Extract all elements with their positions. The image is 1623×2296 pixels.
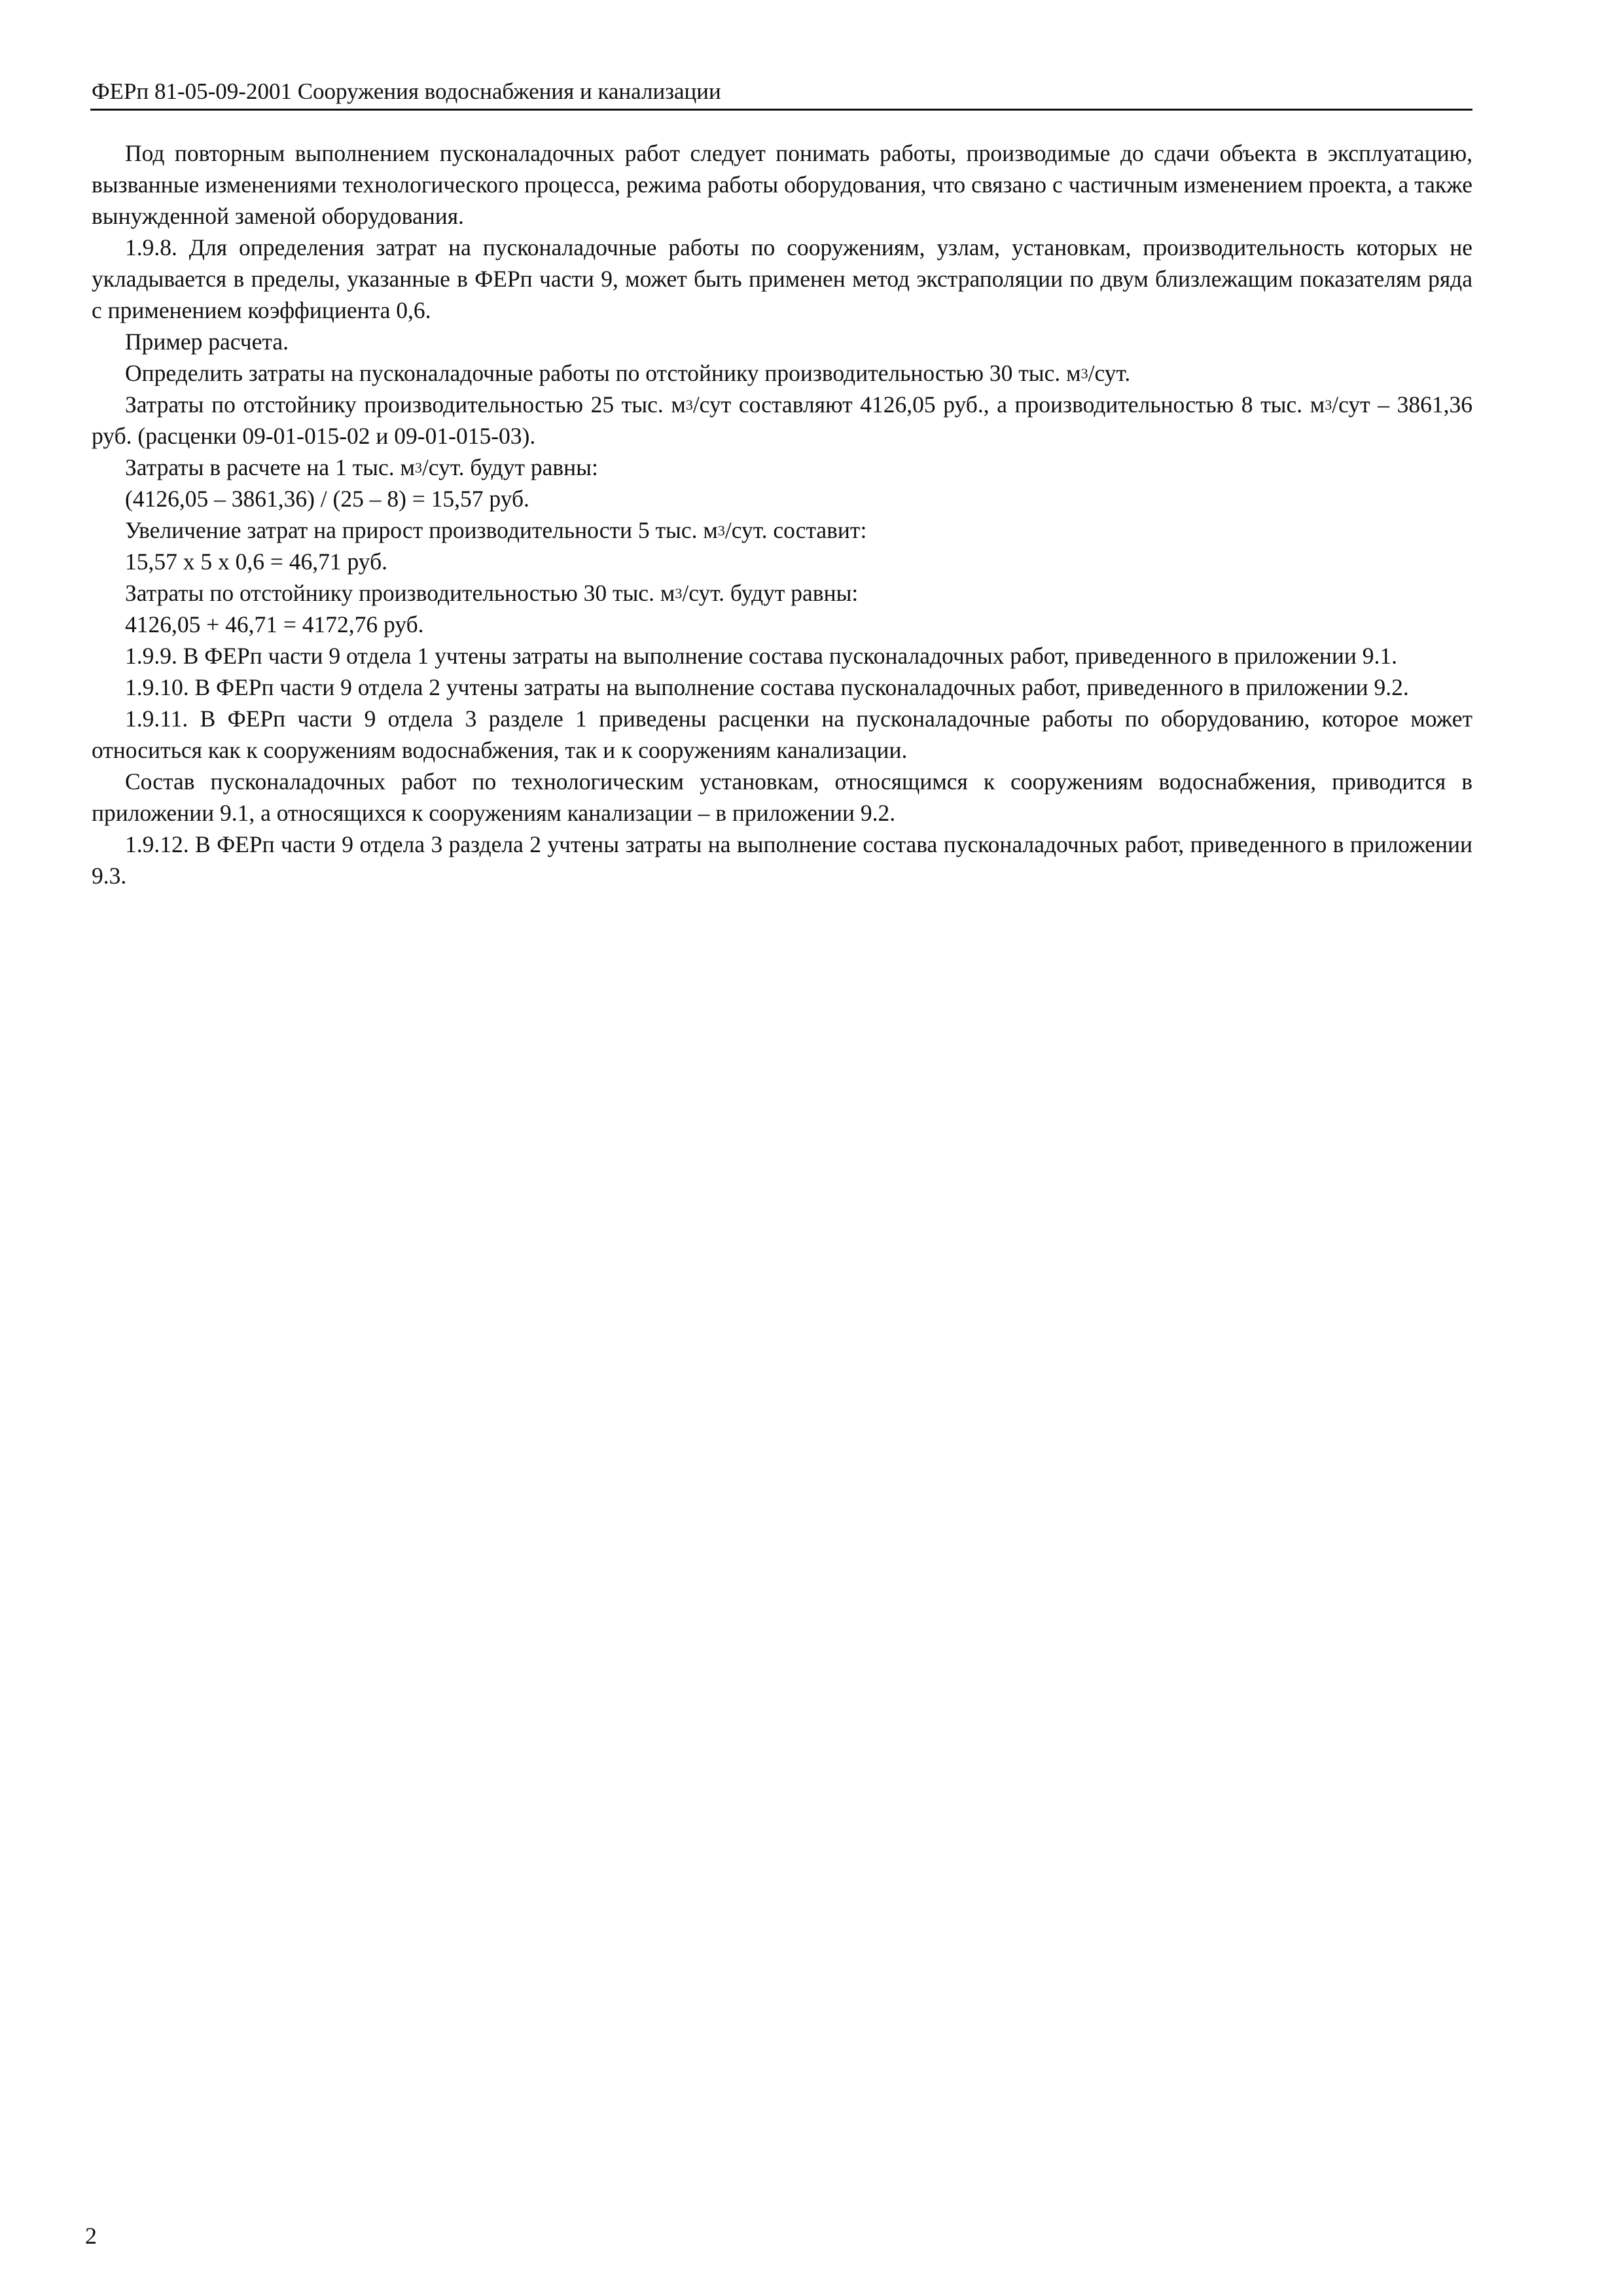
text-fragment: Определить затраты на пусконаладочные работы по отстойнику производительностью 30 тыс. м xyxy=(125,360,1081,386)
paragraph-1-9-8: 1.9.8. Для определения затрат на пусконаладочные работы по сооружениям, узлам, установкам, производительность которых не укладывается в пределы, указанные в ФЕРп части 9, может быть применен метод экстраполяции по двум близлежащим показателям ряда с применением коэффициента 0,6. xyxy=(92,234,1472,323)
text-fragment: Затраты в расчете на 1 тыс. м xyxy=(125,454,415,480)
text-fragment: /сут. xyxy=(1088,360,1131,386)
text-fragment: /сут. составит: xyxy=(724,517,867,543)
paragraph-composition: Состав пусконаладочных работ по технологическим установкам, относящимся к сооружениям водоснабжения, приводится в приложении 9.1, а относящихся к сооружениям канализации – в приложении 9.2. xyxy=(92,768,1472,826)
paragraph-1-9-10: 1.9.10. В ФЕРп части 9 отдела 2 учтены затраты на выполнение состава пусконаладочных работ, приведенного в приложении 9.2. xyxy=(125,674,1409,700)
paragraph-repeat-works: Под повторным выполнением пусконаладочных работ следует понимать работы, производимые до сдачи объекта в эксплуатацию, вызванные изменениями технологического процесса, режима работы оборудования, что связано с частичным изменением проекта, а также вынужденной заменой оборудования. xyxy=(92,140,1472,229)
paragraph-increase xyxy=(92,514,1472,546)
formula-total-cost: 4126,05 + 46,71 = 4172,76 руб. xyxy=(125,611,424,637)
paragraph-unit-cost xyxy=(92,452,1472,483)
text-fragment: /сут – 3861,36 руб. (расценки 09-01-015-02 и 09-01-015-03). xyxy=(92,391,1473,449)
paragraph-1-9-11: 1.9.11. В ФЕРп части 9 отдела 3 разделе 1 приведены расценки на пусконаладочные работы по оборудованию, которое может относиться как к сооружениям водоснабжения, так и к сооружениям канализации. xyxy=(92,706,1472,763)
superscript-cube: 3 xyxy=(1325,396,1332,413)
superscript-cube: 3 xyxy=(675,584,683,601)
text-fragment: /сут. будут равны: xyxy=(682,580,859,606)
text-fragment: Увеличение затрат на прирост производительности 5 тыс. м xyxy=(125,517,718,543)
paragraph-total-cost xyxy=(92,577,1472,609)
paragraph-1-9-9: 1.9.9. В ФЕРп части 9 отдела 1 учтены затраты на выполнение состава пусконаладочных работ, приведенного в приложении 9.1. xyxy=(125,643,1398,669)
running-header: ФЕРп 81-05-09-2001 Сооружения водоснабжения и канализации xyxy=(92,79,721,104)
text-fragment: /сут составляют 4126,05 руб., а производительностью 8 тыс. м xyxy=(692,391,1325,418)
superscript-cube: 3 xyxy=(717,522,725,539)
superscript-cube: 3 xyxy=(685,396,693,413)
paragraph-1-9-12: 1.9.12. В ФЕРп части 9 отдела 3 раздела 2 учтены затраты на выполнение состава пусконаладочных работ, приведенного в приложении 9.3. xyxy=(92,831,1472,889)
paragraph-example-heading: Пример расчета. xyxy=(125,329,289,355)
paragraph-example-task xyxy=(92,357,1472,389)
text-fragment: /сут. будут равны: xyxy=(421,454,598,480)
superscript-cube: 3 xyxy=(1080,365,1088,382)
superscript-cube: 3 xyxy=(414,459,422,476)
header-rule xyxy=(90,109,1472,111)
text-fragment: Затраты по отстойнику производительностью 25 тыс. м xyxy=(125,391,686,418)
text-fragment: Затраты по отстойнику производительностью 30 тыс. м xyxy=(125,580,675,606)
formula-unit-cost: (4126,05 – 3861,36) / (25 – 8) = 15,57 руб. xyxy=(125,486,529,512)
formula-increase: 15,57 х 5 х 0,6 = 46,71 руб. xyxy=(125,548,388,575)
document-body xyxy=(92,137,1472,891)
paragraph-example-costs xyxy=(92,389,1472,452)
page-number: 2 xyxy=(85,2223,97,2249)
